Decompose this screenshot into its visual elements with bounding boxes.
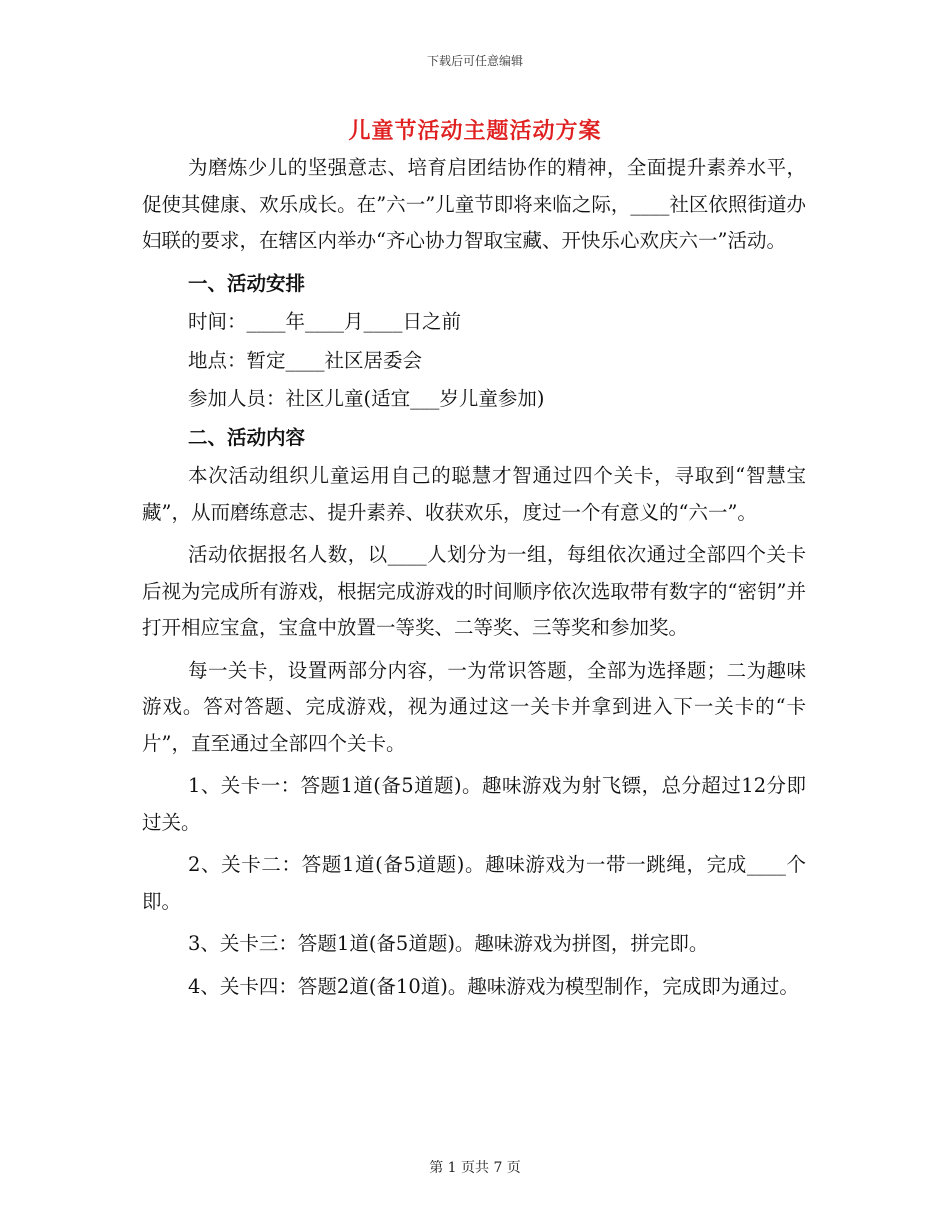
intro-paragraph: 为磨炼少儿的坚强意志、培育启团结协作的精神，全面提升素养水平，促使其健康、欢乐成长。在”六一”儿童节即将来临之际，____社区依照街道办妇联的要求，在辖区内举办“齐心协力智取宝藏、开快乐心欢庆六一”活动。 [142, 156, 806, 252]
level-item: 1、关卡一：答题1道(备5道题)。趣味游戏为射飞镖，总分超过12分即过关。 [142, 774, 806, 834]
content-paragraph: 活动依据报名人数，以____人划分为一组，每组依次通过全部四个关卡后视为完成所有游戏，根据完成游戏的时间顺序依次选取带有数字的“密钥”并打开相应宝盒，宝盒中放置一等奖、二等奖、三等奖和参加奖。 [142, 543, 806, 639]
level-item: 4、关卡四：答题2道(备10道)。趣味游戏为模型制作，完成即为通过。 [188, 974, 799, 998]
event-time: 时间：____年____月____日之前 [188, 310, 462, 333]
section-heading-arrangement: 一、活动安排 [188, 271, 306, 295]
header-note: 下载后可任意编辑 [426, 54, 523, 68]
event-place: 地点：暂定____社区居委会 [188, 348, 423, 372]
content-paragraph: 本次活动组织儿童运用自己的聪慧才智通过四个关卡，寻取到“智慧宝藏”，从而磨练意志、提升素养、收获欢乐，度过一个有意义的“六一”。 [142, 464, 806, 524]
level-item: 3、关卡三：答题1道(备5道题)。趣味游戏为拼图，拼完即。 [188, 932, 709, 955]
content-paragraph: 每一关卡，设置两部分内容，一为常识答题，全部为选择题；二为趣味游戏。答对答题、完成游戏，视为通过这一关卡并拿到进入下一关卡的“卡片”，直至通过全部四个关卡。 [142, 658, 806, 755]
event-participants: 参加人员：社区儿童(适宜___岁儿童参加) [188, 387, 545, 410]
document-body [142, 150, 806, 1005]
level-item: 2、关卡二：答题1道(备5道题)。趣味游戏为一带一跳绳，完成____个即。 [142, 853, 806, 913]
page-footer: 第 1 页共 7 页 [429, 1160, 521, 1176]
section-heading-content: 二、活动内容 [188, 425, 306, 449]
document-title: 儿童节活动主题活动方案 [348, 118, 602, 144]
